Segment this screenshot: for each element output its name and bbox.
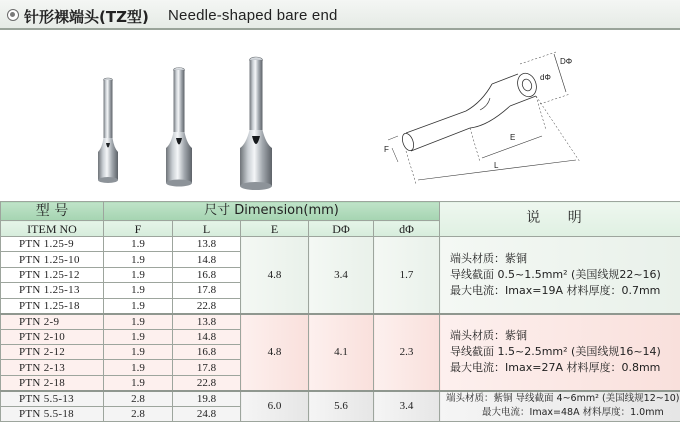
header-outer-d: DΦ: [309, 221, 374, 237]
cell-item: PTN 2-18: [1, 375, 104, 391]
cell-f: 1.9: [104, 237, 173, 252]
cell-f: 1.9: [104, 329, 173, 344]
table-row: [1, 314, 680, 330]
cell-note: [440, 237, 680, 314]
header-item-no: ITEM NO: [1, 221, 104, 237]
note-current: 最大电流：Imax=19A 材料厚度：0.7mm: [450, 283, 661, 297]
cell-inner-d: 1.7: [374, 237, 440, 314]
cell-f: 1.9: [104, 375, 173, 391]
cell-e: 4.8: [241, 314, 309, 391]
title-bar: [0, 0, 680, 30]
cell-note: [440, 314, 680, 391]
cell-item: PTN 1.25-18: [1, 298, 104, 314]
cell-f: 2.8: [104, 391, 173, 407]
technical-drawing: [370, 44, 600, 194]
label-outer-diameter: DΦ: [560, 57, 573, 66]
cell-item: PTN 2-13: [1, 360, 104, 375]
cell-l: 22.8: [173, 298, 241, 314]
table-row: [1, 237, 680, 252]
header-f: F: [104, 221, 173, 237]
cell-item: PTN 1.25-10: [1, 252, 104, 267]
cell-l: 13.8: [173, 237, 241, 252]
cell-l: 13.8: [173, 314, 241, 330]
note-cross-section: 导线截面 0.5~1.5mm² (美国线规22~16): [450, 267, 661, 281]
cell-f: 1.9: [104, 252, 173, 267]
header-model: 型 号: [1, 202, 104, 221]
note-material: 端头材质：紫铜: [450, 251, 528, 265]
note-current: 最大电流：Imax=27A 材料厚度：0.8mm: [450, 361, 661, 375]
note-material: 端头材质：紫铜: [450, 329, 528, 343]
note-material-section: 端头材质：紫铜 导线截面 4~6mm² (美国线规12~10): [446, 393, 680, 405]
table-row: [1, 391, 680, 407]
cell-f: 1.9: [104, 344, 173, 359]
cell-l: 24.8: [173, 406, 241, 421]
cell-f: 2.8: [104, 406, 173, 421]
cell-f: 1.9: [104, 360, 173, 375]
cell-f: 1.9: [104, 314, 173, 330]
header-row-1: [1, 202, 680, 221]
cell-note: [440, 391, 680, 422]
terminal-small: [98, 78, 118, 183]
label-f: F: [384, 145, 389, 154]
spec-table: [0, 201, 680, 422]
label-e: E: [510, 133, 516, 142]
cell-item: PTN 1.25-12: [1, 267, 104, 282]
cell-e: 6.0: [241, 391, 309, 422]
cell-f: 1.9: [104, 267, 173, 282]
label-inner-diameter: dΦ: [540, 73, 551, 82]
cell-inner-d: 2.3: [374, 314, 440, 391]
terminal-medium: [166, 68, 192, 187]
cell-item: PTN 5.5-18: [1, 406, 104, 421]
cell-item: PTN 5.5-13: [1, 391, 104, 407]
product-photo: [80, 40, 300, 200]
cell-item: PTN 2-10: [1, 329, 104, 344]
cell-item: PTN 1.25-9: [1, 237, 104, 252]
cell-l: 16.8: [173, 344, 241, 359]
header-dimension: 尺寸 Dimension(mm): [104, 202, 440, 221]
cell-inner-d: 3.4: [374, 391, 440, 422]
terminal-large: [240, 57, 272, 190]
header-e: E: [241, 221, 309, 237]
cell-l: 17.8: [173, 283, 241, 298]
cell-outer-d: 3.4: [309, 237, 374, 314]
note-cross-section: 导线截面 1.5~2.5mm² (美国线规16~14): [450, 345, 661, 359]
bullet-circle-icon: [7, 9, 19, 21]
title-english: Needle-shaped bare end: [168, 7, 338, 24]
cell-outer-d: 5.6: [309, 391, 374, 422]
cell-l: 14.8: [173, 252, 241, 267]
cell-item: PTN 2-9: [1, 314, 104, 330]
cell-item: PTN 2-12: [1, 344, 104, 359]
cell-outer-d: 4.1: [309, 314, 374, 391]
cell-item: PTN 1.25-13: [1, 283, 104, 298]
cell-l: 16.8: [173, 267, 241, 282]
cell-l: 19.8: [173, 391, 241, 407]
cell-f: 1.9: [104, 298, 173, 314]
cell-l: 17.8: [173, 360, 241, 375]
header-l: L: [173, 221, 241, 237]
cell-l: 22.8: [173, 375, 241, 391]
cell-e: 4.8: [241, 237, 309, 314]
cell-f: 1.9: [104, 283, 173, 298]
label-l: L: [494, 161, 499, 170]
cell-l: 14.8: [173, 329, 241, 344]
note-current: 最大电流：Imax=48A 材料厚度：1.0mm: [482, 407, 664, 419]
title-chinese: 针形裸端头(TZ型): [24, 8, 149, 26]
header-note: 说 明: [440, 202, 680, 237]
header-inner-d: dΦ: [374, 221, 440, 237]
